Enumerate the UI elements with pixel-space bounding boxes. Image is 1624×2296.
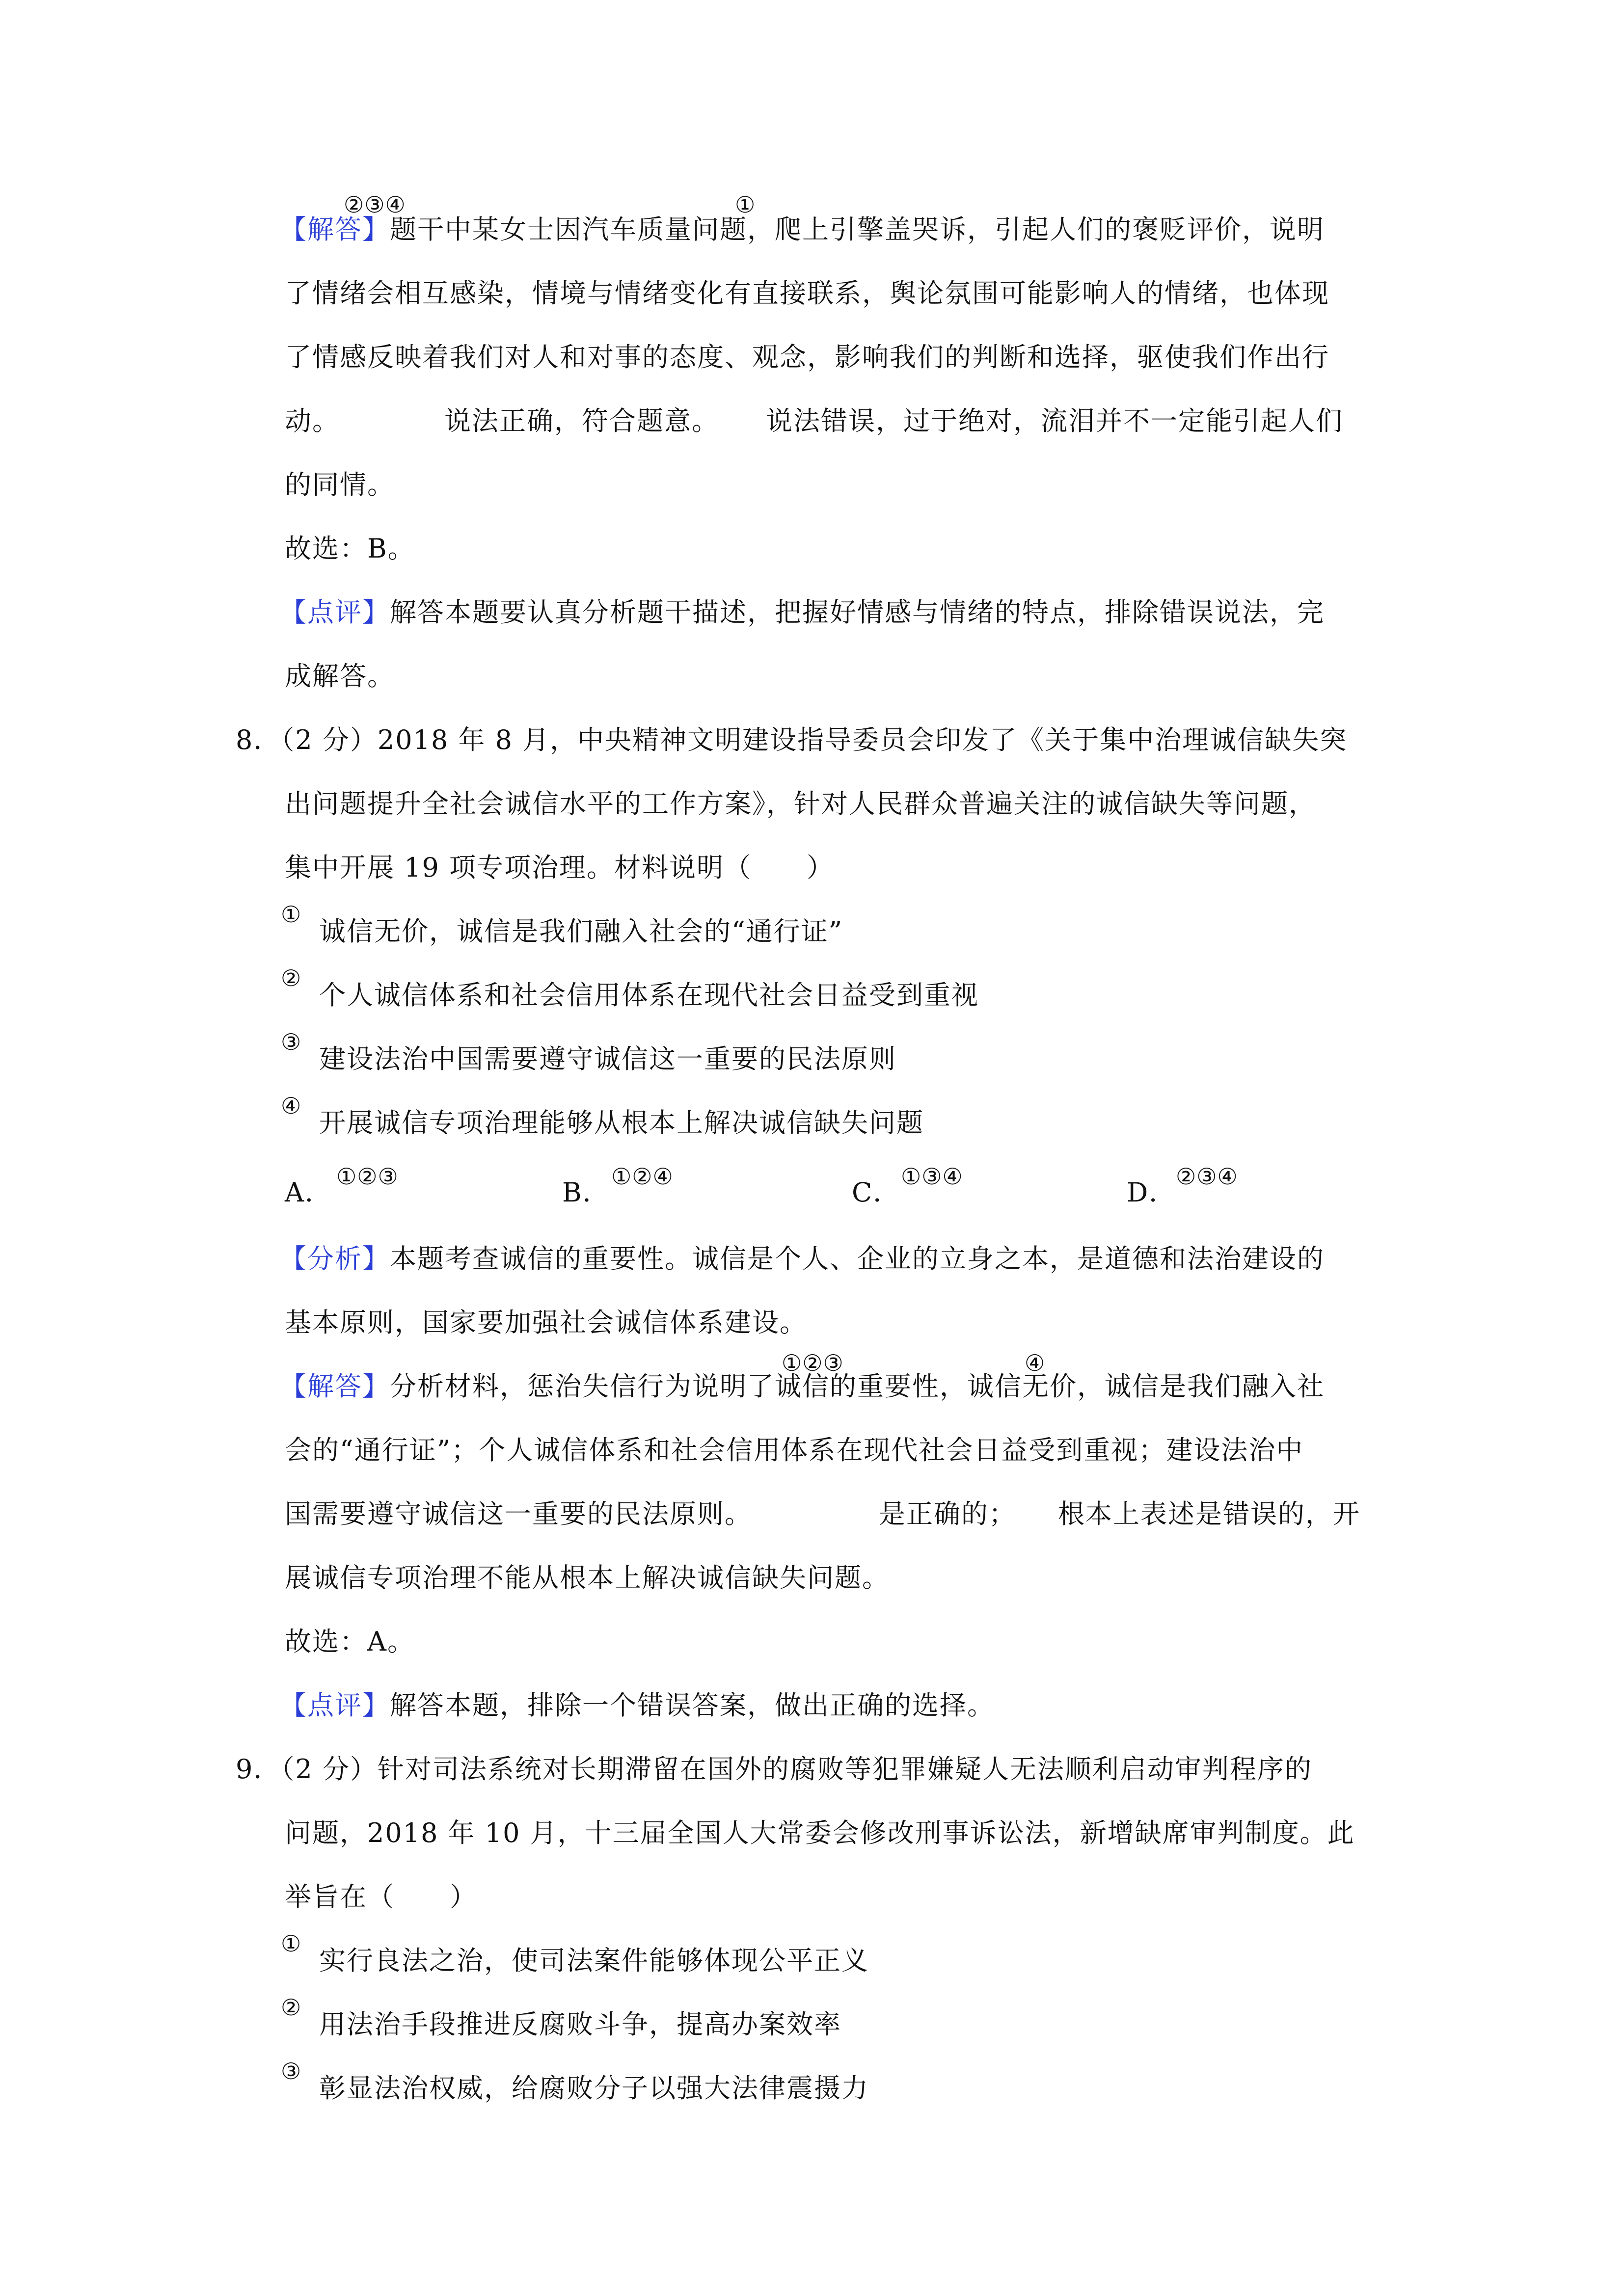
statement-number: ④ bbox=[281, 1093, 302, 1119]
final-choice: 故选：B。 bbox=[285, 533, 415, 564]
review-text: 成解答。 bbox=[285, 661, 395, 692]
answer-option-marks: ①②③ bbox=[782, 1350, 844, 1376]
statement-number: ③ bbox=[281, 1029, 302, 1055]
final-choice: 故选：A。 bbox=[285, 1626, 415, 1657]
question-stem: 9．（2 分）针对司法系统对长期滞留在国外的腐败等犯罪嫌疑人无法顺利启动审判程序的 bbox=[236, 1754, 1312, 1785]
review-text: 解答本题，排除一个错误答案，做出正确的选择。 bbox=[390, 1690, 995, 1721]
review-paragraph bbox=[280, 598, 1325, 627]
answer-text: 说法正确，符合题意。 bbox=[444, 405, 719, 436]
statement-number: ① bbox=[281, 1930, 302, 1957]
answer-option-marks: ④ bbox=[1025, 1350, 1046, 1376]
answer-text: 了情感反映着我们对人和对事的态度、观念，影响我们的判断和选择，驱使我们作出行 bbox=[285, 342, 1329, 373]
statement-text: 实行良法之治，使司法案件能够体现公平正义 bbox=[319, 1945, 869, 1976]
option-value: ①②④ bbox=[611, 1163, 674, 1190]
answer-text: 展诚信专项治理不能从根本上解决诚信缺失问题。 bbox=[285, 1562, 890, 1593]
answer-text: 说法错误，过于绝对，流泪并不一定能引起人们 bbox=[766, 405, 1343, 436]
option-c bbox=[852, 1178, 900, 1207]
statement-number: ③ bbox=[281, 2058, 302, 2084]
answer-tag: 【解答】 bbox=[280, 1371, 390, 1402]
statement-text: 用法治手段推进反腐败斗争，提高办案效率 bbox=[319, 2009, 841, 2040]
option-letter: C． bbox=[852, 1177, 901, 1208]
option-d bbox=[1127, 1178, 1176, 1207]
answer-tag: 【解答】 bbox=[280, 214, 390, 245]
answer-option-marks: ① bbox=[735, 191, 756, 218]
question-stem: 举旨在（ ） bbox=[285, 1881, 477, 1912]
answer-text: 是正确的； bbox=[879, 1498, 1016, 1529]
statement-text: 建设法治中国需要遵守诚信这一重要的民法原则 bbox=[319, 1043, 896, 1074]
answer-text: 的同情。 bbox=[285, 469, 395, 500]
option-value: ①③④ bbox=[901, 1163, 963, 1190]
option-letter: B． bbox=[562, 1177, 610, 1208]
review-paragraph bbox=[280, 1691, 995, 1720]
answer-text: 国需要遵守诚信这一重要的民法原则。 bbox=[285, 1498, 752, 1529]
analysis-text: 基本原则，国家要加强社会诚信体系建设。 bbox=[285, 1307, 807, 1338]
answer-option-marks: ②③④ bbox=[344, 191, 406, 218]
answer-text: 根本上表述是错误的，开 bbox=[1058, 1498, 1360, 1529]
question-stem: 出问题提升全社会诚信水平的工作方案》，针对人民群众普遍关注的诚信缺失等问题， bbox=[285, 788, 1316, 819]
answer-text: 动。 bbox=[285, 405, 340, 436]
answer-paragraph bbox=[280, 1372, 1325, 1401]
statement-text: 彰显法治权威，给腐败分子以强大法律震摄力 bbox=[319, 2073, 869, 2104]
statement-text: 开展诚信专项治理能够从根本上解决诚信缺失问题 bbox=[319, 1107, 924, 1138]
analysis-paragraph bbox=[280, 1244, 1325, 1274]
question-stem: 问题，2018 年 10 月，十三届全国人大常委会修改刑事诉讼法，新增缺席审判制度。此 bbox=[285, 1817, 1355, 1848]
review-tag: 【点评】 bbox=[280, 1690, 390, 1721]
answer-text: 会的“通行证”；个人诚信体系和社会信用体系在现代社会日益受到重视；建设法治中 bbox=[285, 1435, 1304, 1466]
option-value: ②③④ bbox=[1176, 1163, 1238, 1190]
analysis-text: 本题考查诚信的重要性。诚信是个人、企业的立身之本，是道德和法治建设的 bbox=[390, 1243, 1325, 1274]
answer-text: 题干中某女士因汽车质量问题，爬上引擎盖哭诉，引起人们的褒贬评价，说明 bbox=[390, 214, 1325, 245]
answer-paragraph bbox=[280, 215, 1325, 244]
review-text: 解答本题要认真分析题干描述，把握好情感与情绪的特点，排除错误说法，完 bbox=[390, 597, 1325, 628]
question-stem: 集中开展 19 项专项治理。材料说明（ ） bbox=[285, 852, 835, 883]
option-value: ①②③ bbox=[336, 1163, 399, 1190]
option-letter: D． bbox=[1127, 1177, 1177, 1208]
statement-number: ① bbox=[281, 901, 302, 928]
review-tag: 【点评】 bbox=[280, 597, 390, 628]
analysis-tag: 【分析】 bbox=[280, 1243, 390, 1274]
statement-number: ② bbox=[281, 965, 302, 991]
answer-text: 了情绪会相互感染，情境与情绪变化有直接联系，舆论氛围可能影响人的情绪，也体现 bbox=[285, 278, 1329, 309]
statement-text: 个人诚信体系和社会信用体系在现代社会日益受到重视 bbox=[319, 980, 979, 1011]
question-stem: 8．（2 分）2018 年 8 月，中央精神文明建设指导委员会印发了《关于集中治理诚信缺失突 bbox=[236, 724, 1348, 755]
statement-text: 诚信无价，诚信是我们融入社会的“通行证” bbox=[319, 916, 843, 947]
option-letter: A． bbox=[285, 1177, 332, 1208]
answer-text: 分析材料，惩治失信行为说明了诚信的重要性，诚信无价，诚信是我们融入社 bbox=[390, 1371, 1325, 1402]
option-a bbox=[285, 1178, 332, 1207]
option-b bbox=[562, 1178, 610, 1207]
statement-number: ② bbox=[281, 1994, 302, 2021]
